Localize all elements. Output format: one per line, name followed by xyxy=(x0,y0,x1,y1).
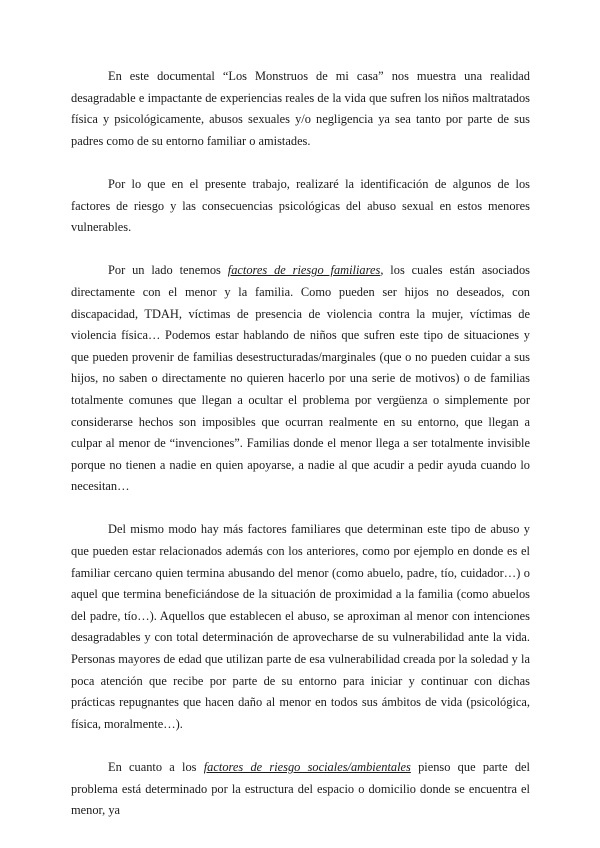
emphasized-term-social-risk: factores de riesgo sociales/ambientales xyxy=(203,760,411,774)
document-body xyxy=(71,66,530,843)
paragraph-social-risk-factors xyxy=(71,757,530,822)
paragraph-lead-text: Por un lado tenemos xyxy=(108,263,228,278)
paragraph-body-text: pienso que parte del problema está determinado por la estructura del espacio o domicilio donde se encuentra el menor, ya xyxy=(71,760,530,818)
paragraph-lead-text: En cuanto a los xyxy=(108,760,204,774)
paragraph-body-text: , los cuales están asociados directamente con el menor y la familia. Como pueden ser hijos no deseados, con discapacidad, TDAH, víctimas de presencia de violencia contra la mujer, víctimas de violencia física… Podemos estar hablando de niños que sufren este tipo de situaciones y que pueden provenir de familias desestructuradas/marginales (que o no pueden cuidar a sus hijos, no saben o directamente no quieren hacerlo por una serie de motivos) o de familias totalmente comunes que llegan a ocultar el problema por vergüenza o simplemente por considerarse hechos son imposibles que ocurran realmente en su entorno, que llegan a culpar al menor de “invenciones”. Familias donde el menor llega a ser totalmente invisible porque no tienen a nadie en quien apoyarse, a nadie al que acudir a pedir ayuda cuando lo necesitan… xyxy=(71,263,530,494)
paragraph-intro: En este documental “Los Monstruos de mi casa” nos muestra una realidad desagradable e impactante de experiencias reales de la vida que sufren los niños maltratados física y psicológicamente, abusos sexuales y/o negligencia ya sea tanto por parte de sus padres como de su entorno familiar o amistades. xyxy=(71,69,530,148)
emphasized-term-family-risk: factores de riesgo familiares xyxy=(227,263,381,278)
paragraph-objective: Por lo que en el presente trabajo, realizaré la identificación de algunos de los factores de riesgo y las consecuencias psicológicas del abuso sexual en estos menores vulnerables. xyxy=(71,176,530,235)
paragraph-family-risk-factors xyxy=(71,260,530,498)
paragraph-more-family-factors: Del mismo modo hay más factores familiares que determinan este tipo de abuso y que pueden estar relacionados además con los anteriores, como por ejemplo en donde es el familiar cercano quien termina abusando del menor (como abuelo, padre, tío, cuidador…) o aquel que termina beneficiándose de la situación de proximidad a la familia (como abuelos del padre, tío…). Aquellos que establecen el abuso, se aproximan al menor con intenciones desagradables y con total determinación de aprovecharse de su vulnerabilidad ante la vida. Personas mayores de edad que utilizan parte de esa vulnerabilidad creada por la soledad y la poca atención que recibe por parte de su entorno para iniciar y continuar con dichas prácticas repugnantes que hacen daño al menor en todos sus ámbitos de vida (psicológica, física, moralmente…). xyxy=(71,522,530,731)
